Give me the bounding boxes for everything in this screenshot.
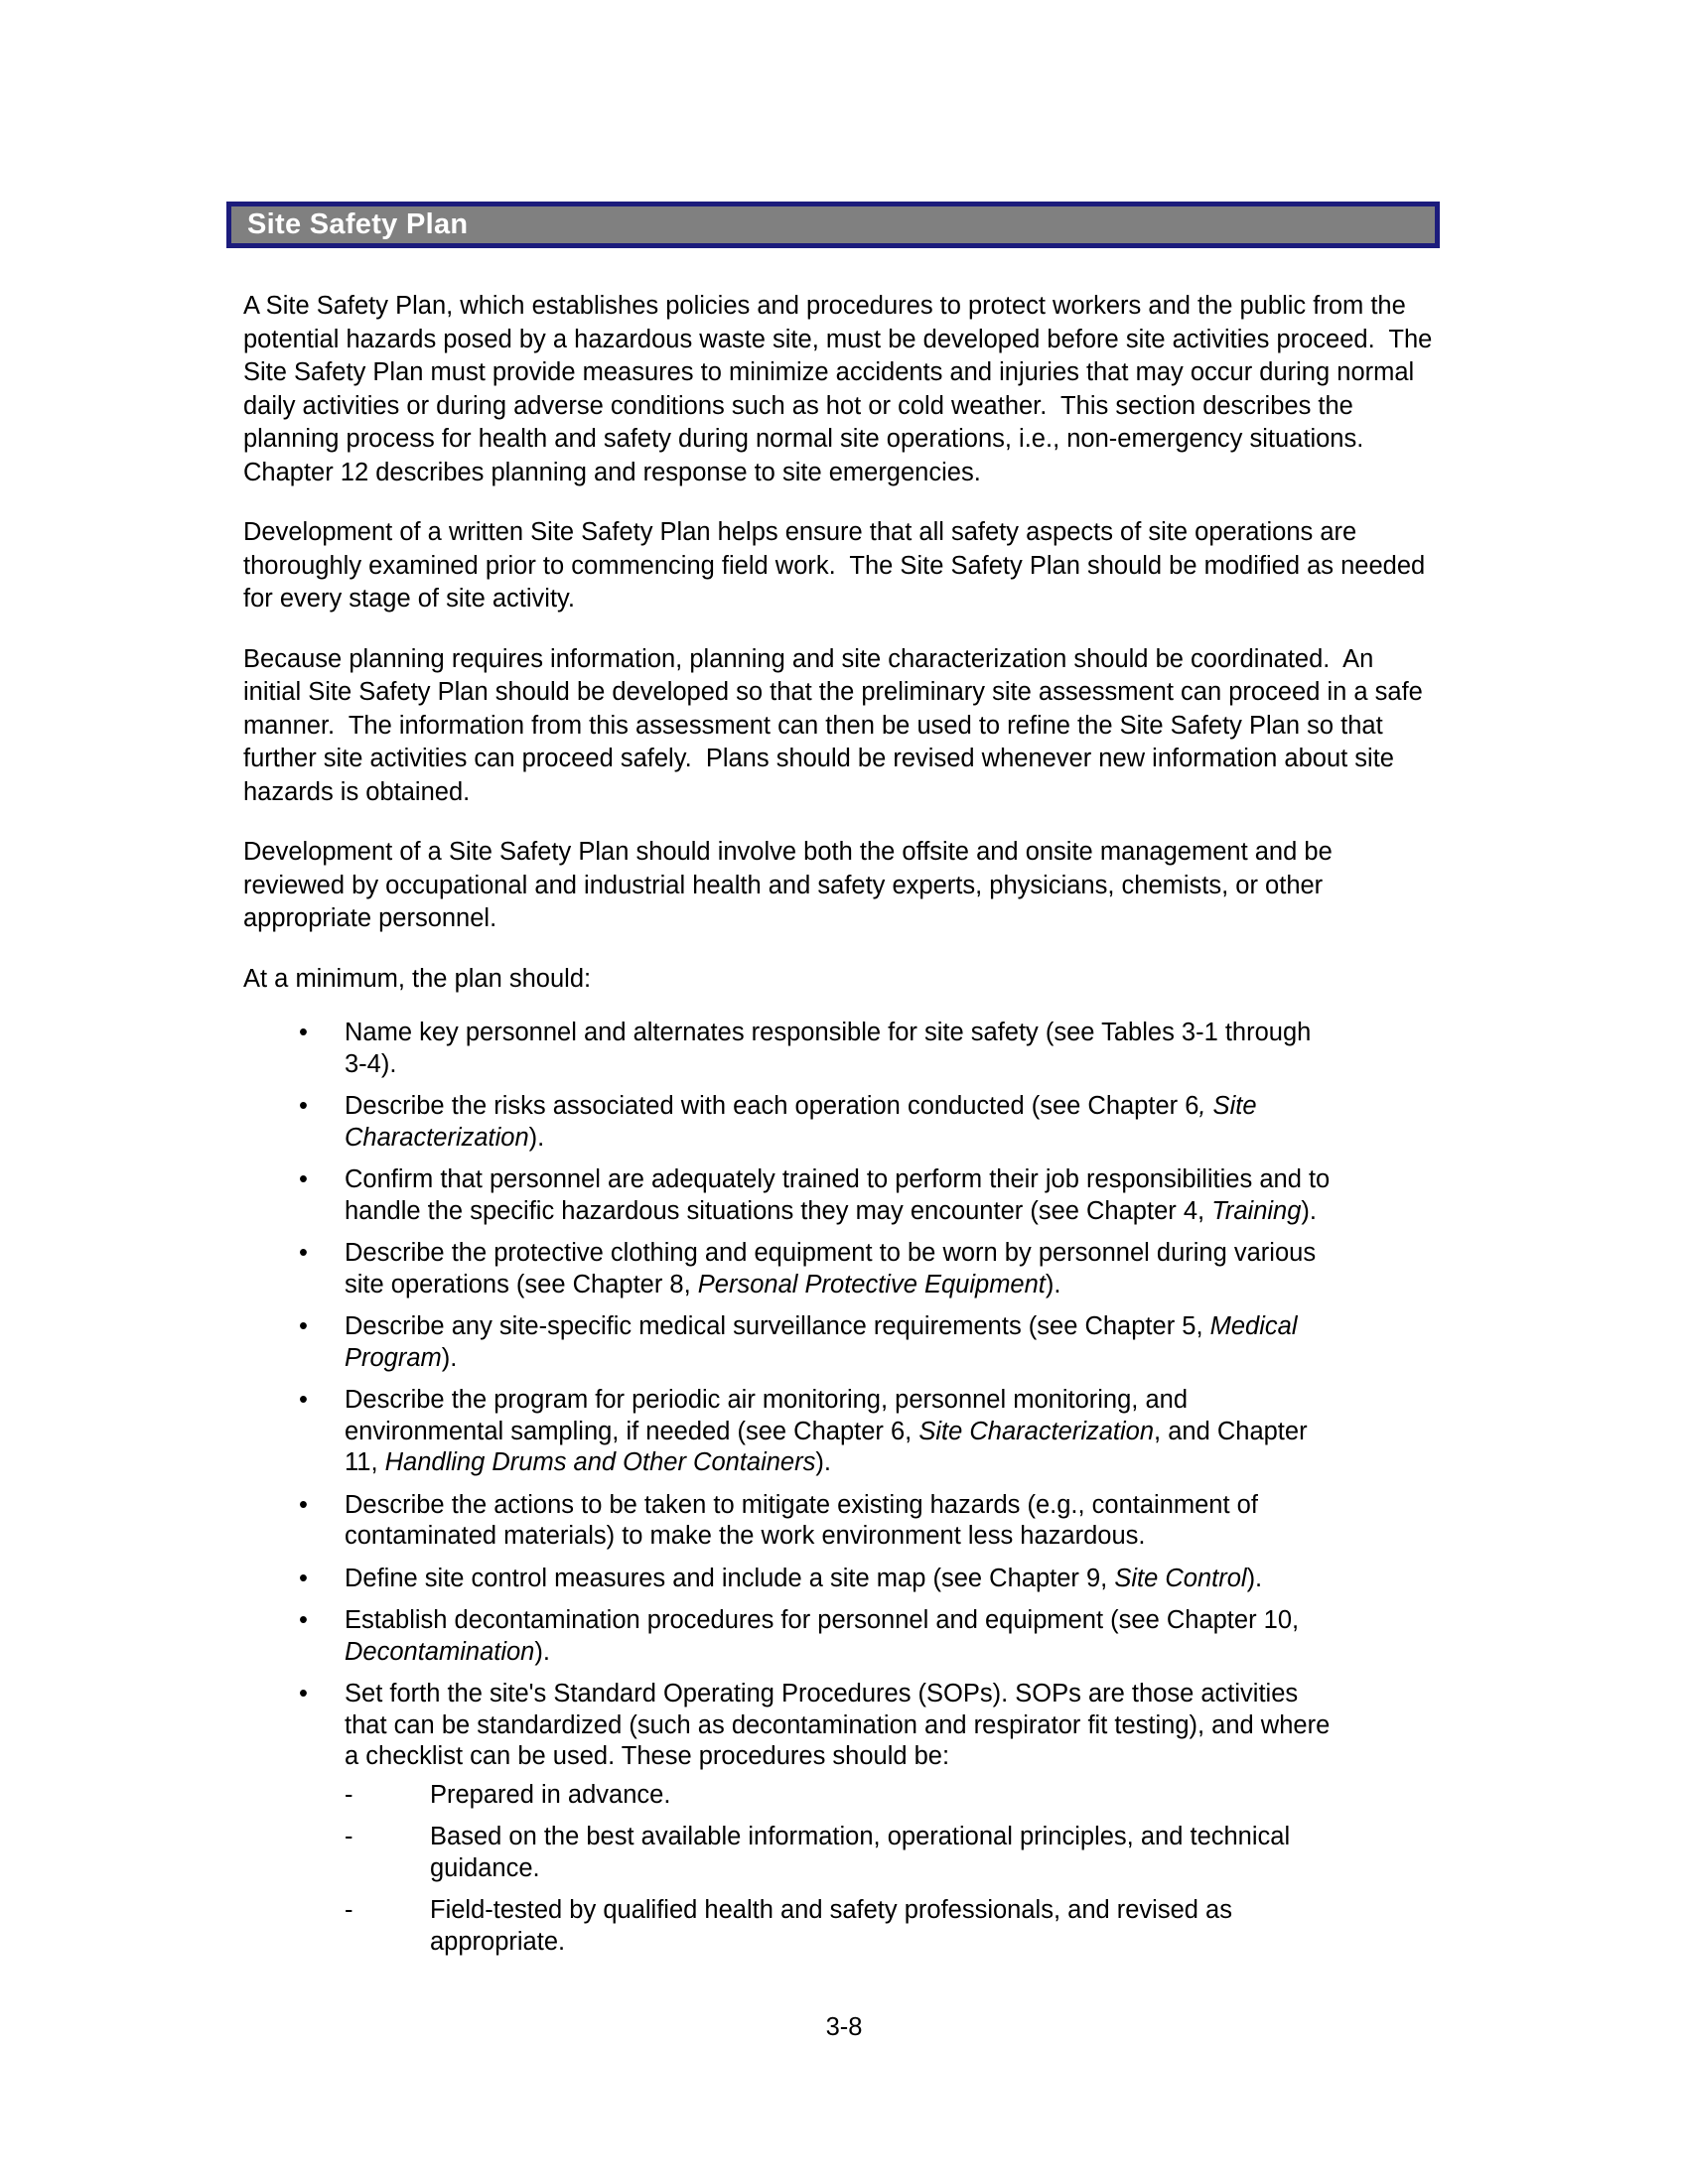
bullet-run: Describe the program for periodic air monitoring, personnel monitoring, and environmental sampling, if needed (see Chapter 6, [345, 1386, 1189, 1445]
bullet-run: Set forth the site's Standard Operating Procedures (SOPs). SOPs are those activities that can be standardized (such as decontamination and respirator fit testing), and where a checklist can be used. These procedures should be: [345, 1680, 1331, 1770]
bullet-marker-icon: • [299, 1386, 308, 1414]
bullet-marker-icon: • [299, 1019, 308, 1046]
dash-marker-icon: - [345, 1823, 353, 1850]
bullet-run: Describe the risks associated with each operation conducted (see Chapter 6 [345, 1092, 1199, 1120]
bullet-run: ). [441, 1343, 458, 1372]
list-item [243, 1564, 1334, 1595]
bullet-marker-icon: • [299, 1239, 308, 1267]
italic-reference: Decontamination [345, 1637, 535, 1666]
sub-list-item [345, 1780, 1334, 1812]
bullet-run: Confirm that personnel are adequately trained to perform their job responsibilities and to handle the specific hazardous situations they may encounter (see Chapter 4, [345, 1165, 1331, 1225]
list-item [243, 1018, 1334, 1080]
page-title: Site Safety Plan [247, 208, 469, 240]
bullet-run: ). [1301, 1196, 1317, 1225]
document-body [243, 290, 1440, 1969]
bullet-run: Describe the actions to be taken to mitigate existing hazards (e.g., containment of contaminated materials) to make the work environment less hazardous. [345, 1490, 1258, 1550]
italic-reference: , Site Characterization [345, 1092, 1257, 1152]
italic-reference: Personal Protective Equipment [697, 1270, 1046, 1298]
sub-list-item-text: Prepared in advance. [430, 1780, 671, 1809]
body-paragraph: A Site Safety Plan, which establishes policies and procedures to protect workers and the public from the potential hazards posed by a hazardous waste site, must be developed before site activities proceed. The Site Safety Plan must provide measures to minimize accidents and injuries that may occur during normal daily activities or during adverse conditions such as hot or cold weather. This section describes the planning process for health and safety during normal site operations, i.e., non-emergency situations. Chapter 12 describes planning and response to site emergencies. [243, 292, 1440, 486]
bullet-run: Establish decontamination procedures for personnel and equipment (see Chapter 10, [345, 1606, 1300, 1634]
sub-list [345, 1780, 1334, 1959]
bullet-marker-icon: • [299, 1606, 308, 1634]
body-paragraph: Because planning requires information, planning and site characterization should be coordinated. An initial Site Safety Plan should be developed so that the preliminary site assessment can proceed in a safe manner. The information from this assessment can then be used to refine the Site Safety Plan so that further site activities can proceed safely. Plans should be revised whenever new information about site hazards is obtained. [243, 644, 1430, 806]
list-item [243, 1164, 1334, 1227]
list-item-text [345, 1490, 1334, 1553]
bullet-run: Describe any site-specific medical surveillance requirements (see Chapter 5, [345, 1312, 1210, 1340]
list-item [243, 1679, 1334, 1958]
list-item-text [345, 1018, 1334, 1080]
sub-list-item-text: Based on the best available information, operational principles, and technical guidance. [430, 1823, 1291, 1882]
list-lead-in: At a minimum, the plan should: [243, 964, 592, 993]
italic-reference: Site Control [1114, 1564, 1247, 1592]
sub-list-item [345, 1895, 1334, 1958]
list-item [243, 1091, 1334, 1154]
requirements-list [243, 1018, 1435, 1958]
bullet-marker-icon: • [299, 1312, 308, 1340]
list-item-text [345, 1238, 1334, 1300]
bullet-run: Describe the protective clothing and equipment to be worn by personnel during various site operations (see Chapter 8, [345, 1239, 1317, 1298]
italic-reference: Site Characterization [918, 1417, 1155, 1445]
sub-list-item-text: Field-tested by qualified health and safety professionals, and revised as appropriate. [430, 1896, 1232, 1956]
list-item-text [345, 1164, 1334, 1227]
list-item-text [345, 1564, 1334, 1595]
bullet-run: , and Chapter 11, [345, 1417, 1308, 1476]
italic-reference: Medical Program [345, 1312, 1298, 1372]
list-item [243, 1605, 1334, 1668]
bullet-marker-icon: • [299, 1490, 308, 1519]
paragraph-group [243, 290, 1440, 936]
bullet-marker-icon: • [299, 1680, 308, 1707]
list-item-text [345, 1605, 1334, 1668]
sub-list-item [345, 1822, 1334, 1884]
dash-marker-icon: - [345, 1780, 353, 1809]
dash-marker-icon: - [345, 1896, 353, 1924]
bullet-marker-icon: • [299, 1165, 308, 1193]
bullet-marker-icon: • [299, 1564, 308, 1592]
bullet-run: Name key personnel and alternates responsible for site safety (see Tables 3-1 through 3-4). [345, 1019, 1312, 1078]
body-paragraph: Development of a Site Safety Plan should involve both the offsite and onsite management and be reviewed by occupational and industrial health and safety experts, physicians, chemists, or other appropriate personnel. [243, 838, 1339, 932]
bullet-run: ). [528, 1123, 545, 1152]
italic-reference: Training [1211, 1196, 1302, 1225]
bullet-run: ). [1246, 1564, 1263, 1592]
list-item [243, 1311, 1334, 1374]
list-item [243, 1238, 1334, 1300]
list-item [243, 1490, 1334, 1553]
section-banner [226, 202, 1440, 248]
list-item-text [345, 1679, 1334, 1773]
list-item [243, 1385, 1334, 1479]
list-item-text [345, 1385, 1334, 1479]
italic-reference: Handling Drums and Other Containers [384, 1448, 816, 1476]
bullet-run: Define site control measures and include a site map (see Chapter 9, [345, 1564, 1115, 1592]
list-item-text [345, 1311, 1334, 1374]
bullet-marker-icon: • [299, 1092, 308, 1120]
body-paragraph: Development of a written Site Safety Plan helps ensure that all safety aspects of site operations are thoroughly examined prior to commencing field work. The Site Safety Plan should be modified as needed for every stage of site activity. [243, 518, 1433, 613]
list-item-text [345, 1091, 1334, 1154]
bullet-run: ). [815, 1448, 831, 1476]
bullet-run: ). [1045, 1270, 1061, 1298]
bullet-run: ). [534, 1637, 550, 1666]
page-number: 3-8 [825, 2013, 863, 2041]
